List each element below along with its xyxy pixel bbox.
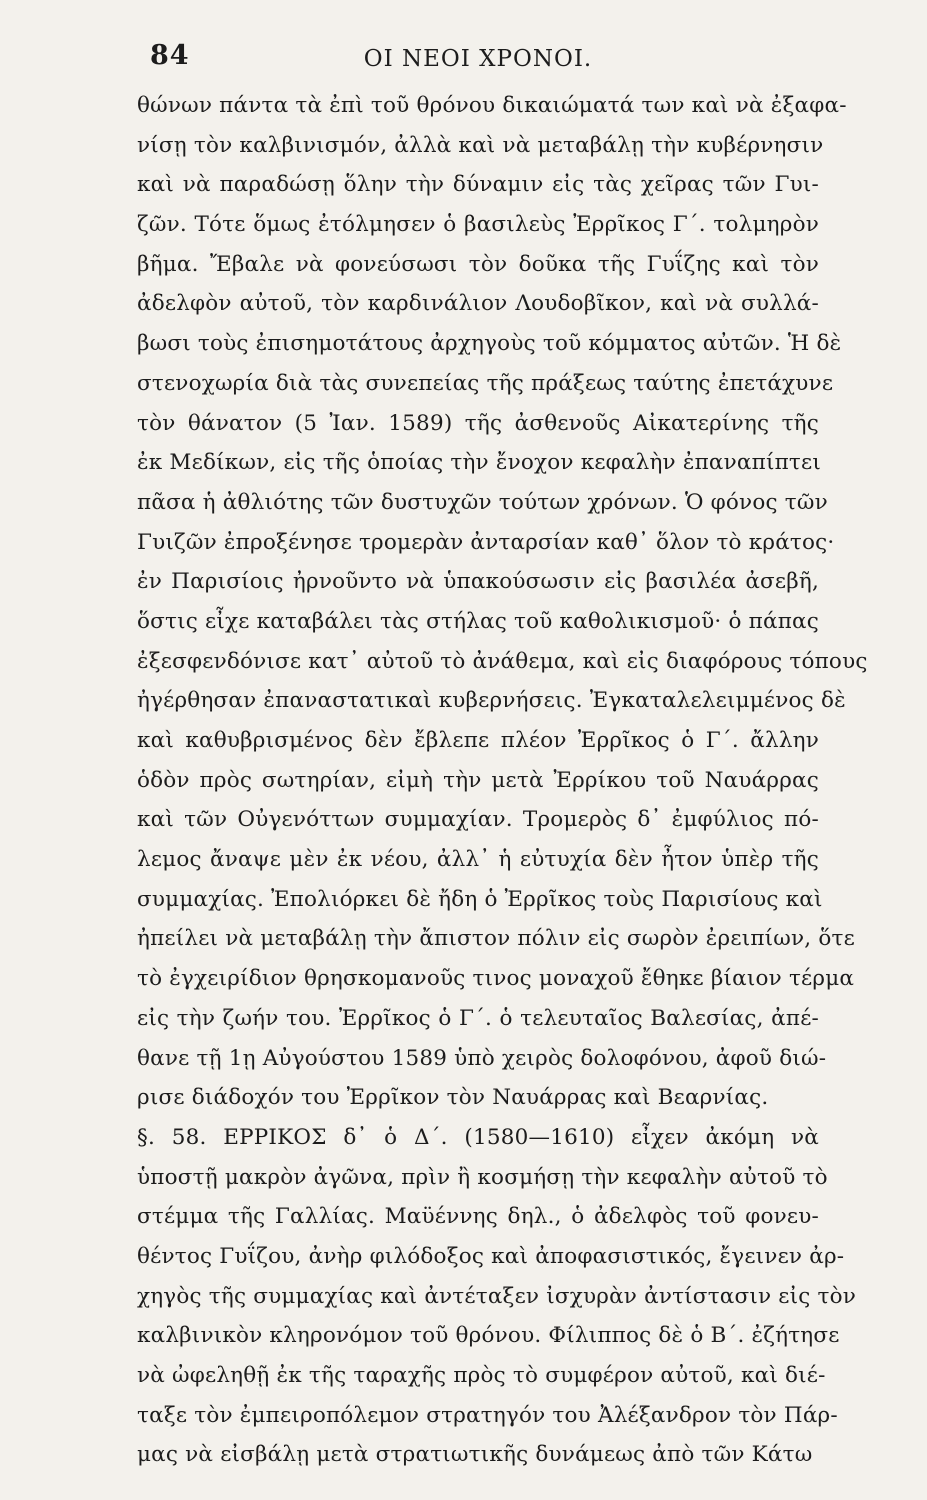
text-line: ὑποστῇ μακρὸν ἀγῶνα, πρὶν ἢ κοσμήσῃ τὴν κεφαλὴν αὐτοῦ τὸ: [137, 1164, 828, 1190]
text-line: ταξε τὸν ἐμπειροπόλεμον στρατηγόν του Ἀλέξανδρον τὸν Πάρ-: [137, 1402, 838, 1428]
text-line: καλβινικὸν κληρονόμον τοῦ θρόνου. Φίλιππος δὲ ὁ Β΄. ἐζήτησε: [137, 1323, 840, 1349]
text-line: ὁδὸν πρὸς σωτηρίαν, εἰμὴ τὴν μετὰ Ἐρρίκου τοῦ Ναυάρρας: [137, 767, 819, 793]
text-line: μας νὰ εἰσβάλῃ μετὰ στρατιωτικῆς δυνάμεως ἀπὸ τῶν Κάτω: [137, 1442, 813, 1468]
text-line: θώνων πάντα τὰ ἐπὶ τοῦ θρόνου δικαιώματά των καὶ νὰ ἐξαφα-: [137, 93, 847, 118]
text-line: συμμαχίας. Ἐπολιόρκει δὲ ἤδη ὁ Ἐρρῖκος τοὺς Παρισίους καὶ: [137, 886, 823, 912]
text-line: ἠπείλει νὰ μεταβάλῃ τὴν ἄπιστον πόλιν εἰς σωρὸν ἐρειπίων, ὅτε: [137, 926, 855, 952]
running-head: [137, 34, 819, 82]
text-line: Γυιζῶν ἐπροξένησε τρομερὰν ἀνταρσίαν καθ᾽ ὅλον τὸ κράτος·: [137, 529, 835, 555]
text-line: ἐκ Μεδίκων, εἰς τῆς ὁποίας τὴν ἔνοχον κεφαλὴν ἐπαναπίπτει: [137, 450, 821, 476]
text-line: ὅστις εἶχε καταβάλει τὰς στήλας τοῦ καθολικισμοῦ· ὁ πάπας: [137, 608, 819, 634]
text-line: βωσι τοὺς ἐπισημοτάτους ἀρχηγοὺς τοῦ κόμματος αὐτῶν. Ἡ δὲ: [137, 331, 842, 357]
page-number: 84: [150, 40, 190, 71]
text-line: στέμμα τῆς Γαλλίας. Μαϋέννης δηλ., ὁ ἀδελφὸς τοῦ φονευ-: [137, 1204, 819, 1230]
text-line: θανε τῇ 1ῃ Αὐγούστου 1589 ὑπὸ χειρὸς δολοφόνου, ἀφοῦ διώ-: [137, 1045, 827, 1071]
text-line: εἰς τὴν ζωήν του. Ἐρρῖκος ὁ Γ΄. ὁ τελευταῖος Βαλεσίας, ἀπέ-: [137, 1005, 819, 1031]
text-line: τὸ ἐγχειρίδιον θρησκομανοῦς τινος μοναχοῦ ἔθηκε βίαιον τέρμα: [137, 966, 855, 992]
text-line: νὰ ὠφεληθῇ ἐκ τῆς ταραχῆς πρὸς τὸ συμφέρον αὐτοῦ, καὶ διέ-: [137, 1363, 826, 1388]
text-line: καὶ νὰ παραδώσῃ ὅλην τὴν δύναμιν εἰς τὰς χεῖρας τῶν Γυι-: [137, 172, 819, 198]
text-line: ἀδελφὸν αὐτοῦ, τὸν καρδινάλιον Λουδοβῖκον, καὶ νὰ συλλά-: [137, 291, 819, 317]
text-line: πᾶσα ἡ ἀθλιότης τῶν δυστυχῶν τούτων χρόνων. Ὁ φόνος τῶν: [137, 489, 828, 515]
text-line: §. 58. ΕΡΡΙΚΟΣ δ᾽ ὁ Δ΄. (1580—1610) εἶχεν ἀκόμη νὰ: [137, 1124, 819, 1150]
body-text: [137, 86, 868, 1475]
text-line: νίσῃ τὸν καλβινισμόν, ἀλλὰ καὶ νὰ μεταβάλῃ τὴν κυβέρνησιν: [137, 132, 824, 158]
text-line: ἠγέρθησαν ἐπαναστατικαὶ κυβερνήσεις. Ἐγκαταλελειμμένος δὲ: [137, 688, 846, 714]
text-line: καὶ καθυβρισμένος δὲν ἔβλεπε πλέον Ἐρρῖκος ὁ Γ΄. ἄλλην: [137, 728, 819, 753]
text-line: ἐξεσφενδόνισε κατ᾽ αὐτοῦ τὸ ἀνάθεμα, καὶ εἰς διαφόρους τόπους: [137, 648, 868, 674]
running-title: ΟΙ ΝΕΟΙ ΧΡΟΝΟΙ.: [363, 46, 593, 72]
text-line: στενοχωρία διὰ τὰς συνεπείας τῆς πράξεως ταύτης ἐπετάχυνε: [137, 370, 834, 396]
text-line: ρισε διάδοχόν του Ἐρρῖκον τὸν Ναυάρρας καὶ Βεαρνίας.: [137, 1085, 769, 1111]
text-line: χηγὸς τῆς συμμαχίας καὶ ἀντέταξεν ἰσχυρὰν ἀντίστασιν εἰς τὸν: [137, 1283, 857, 1309]
text-line: τὸν θάνατον (5 Ἰαν. 1589) τῆς ἀσθενοῦς Αἰκατερίνης τῆς: [137, 410, 819, 436]
text-line: θέντος Γυΐζου, ἀνὴρ φιλόδοξος καὶ ἀποφασιστικός, ἔγεινεν ἀρ-: [137, 1243, 845, 1269]
text-line: βῆμα. Ἔβαλε νὰ φονεύσωσι τὸν δοῦκα τῆς Γυΐζης καὶ τὸν: [137, 251, 819, 277]
text-line: καὶ τῶν Οὐγενόττων συμμαχίαν. Τρομερὸς δ᾽ ἐμφύλιος πό-: [137, 807, 819, 833]
text-line: ζῶν. Τότε ὅμως ἐτόλμησεν ὁ βασιλεὺς Ἐρρῖκος Γ΄. τολμηρὸν: [137, 212, 819, 238]
text-line: λεμος ἄναψε μὲν ἐκ νέου, ἀλλ᾽ ἡ εὐτυχία δὲν ἦτον ὑπὲρ τῆς: [137, 847, 819, 873]
text-line: ἐν Παρισίοις ἠρνοῦντο νὰ ὑπακούσωσιν εἰς βασιλέα ἀσεβῆ,: [137, 569, 819, 595]
